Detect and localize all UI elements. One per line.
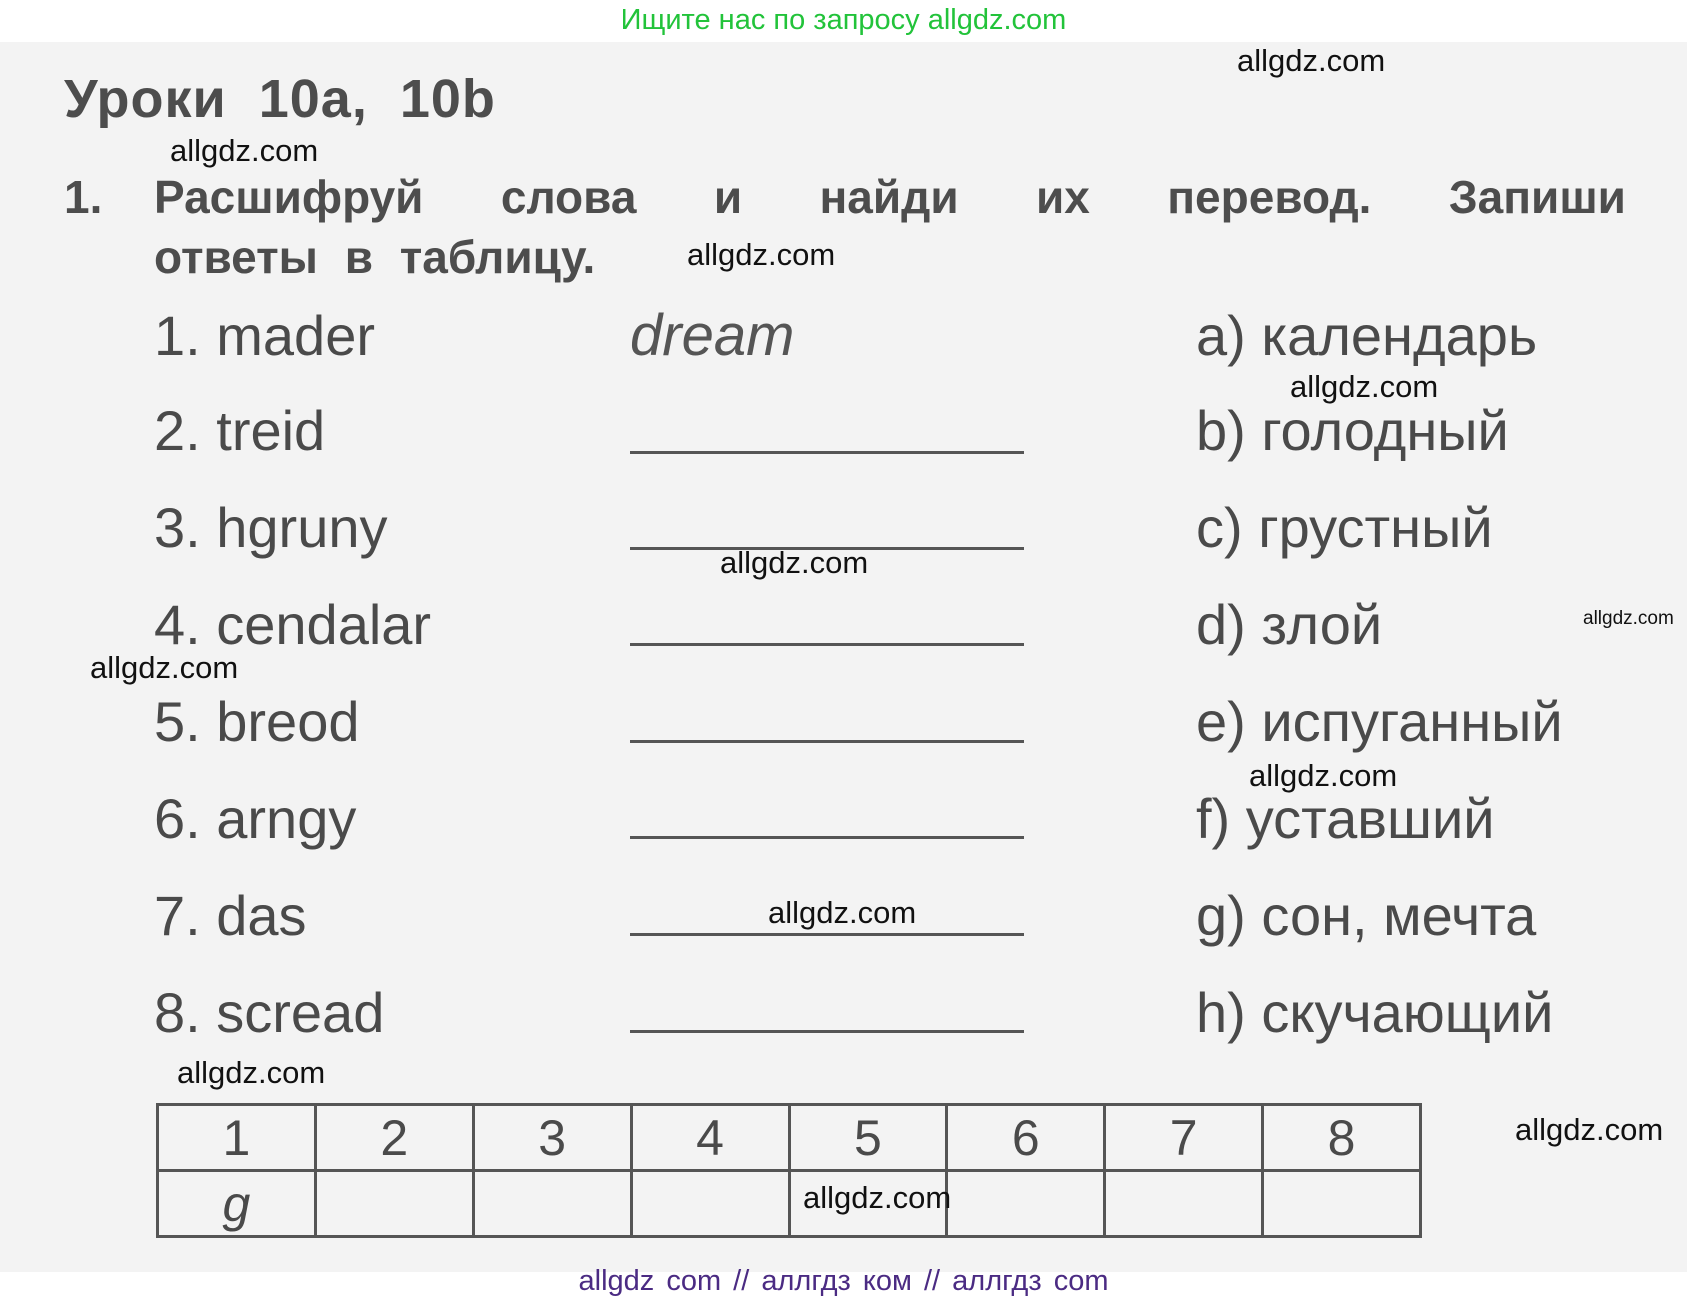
scrambled-word: 2. treid	[154, 399, 326, 462]
table-header-cell: 6	[947, 1105, 1105, 1171]
table-header-cell: 4	[631, 1105, 789, 1171]
table-answer-cell[interactable]: g	[158, 1171, 316, 1237]
table-answer-cell[interactable]	[315, 1171, 473, 1237]
watermark: allgdz.com	[1249, 758, 1398, 793]
table-answer-cell[interactable]	[473, 1171, 631, 1237]
instruction-word: Запиши	[1448, 171, 1626, 223]
scrambled-word: 3. hgruny	[154, 496, 388, 559]
scrambled-word: 6. arngy	[154, 787, 357, 850]
translation-option: a) календарь	[1196, 304, 1538, 367]
written-answer: dream	[630, 303, 795, 368]
table-answer-cell[interactable]	[1105, 1171, 1263, 1237]
scrambled-word: 5. breod	[154, 690, 360, 753]
table-header-cell: 1	[158, 1105, 316, 1171]
scrambled-word: 4. cendalar	[154, 593, 432, 656]
instruction-word: и	[713, 171, 743, 223]
answer-blank-line[interactable]	[630, 933, 1024, 936]
answer-blank-line[interactable]	[630, 643, 1024, 646]
scrambled-word: 7. das	[154, 884, 307, 947]
watermark: allgdz.com	[177, 1055, 326, 1090]
table-header-row	[158, 1105, 1421, 1171]
instruction-word: их	[1036, 171, 1090, 223]
instruction-word: найди	[819, 171, 959, 223]
watermark: allgdz.com	[1515, 1112, 1664, 1147]
table-header-cell: 8	[1263, 1105, 1421, 1171]
watermark: allgdz.com	[687, 237, 836, 272]
translation-option: h) скучающий	[1196, 981, 1554, 1044]
watermark: allgdz.com	[170, 133, 319, 168]
instruction-word: слова	[500, 171, 637, 223]
task-instruction-line-1	[154, 170, 1626, 224]
promo-banner-bottom[interactable]: allgdz com // аллгдз ком // аллгдз com	[578, 1265, 1109, 1297]
translation-option: f) уставший	[1196, 787, 1495, 850]
watermark: allgdz.com	[90, 650, 239, 685]
watermark: allgdz.com	[1583, 608, 1674, 629]
answer-blank-line[interactable]	[630, 740, 1024, 743]
translation-option: c) грустный	[1196, 496, 1493, 559]
promo-banner-top[interactable]: Ищите нас по запросу allgdz.com	[620, 4, 1067, 36]
table-answer-cell[interactable]	[947, 1171, 1105, 1237]
translation-option: e) испуганный	[1196, 690, 1563, 753]
table-header-cell: 3	[473, 1105, 631, 1171]
table-header-cell: 2	[315, 1105, 473, 1171]
task-instruction-line-2: ответы в таблицу.	[154, 231, 596, 283]
answer-blank-line[interactable]	[630, 1030, 1024, 1033]
table-answer-cell[interactable]	[1263, 1171, 1421, 1237]
table-answer-cell[interactable]	[631, 1171, 789, 1237]
scrambled-word: 1. mader	[154, 304, 375, 367]
watermark: allgdz.com	[1237, 43, 1386, 78]
task-number: 1.	[64, 171, 103, 223]
instruction-word: перевод.	[1167, 171, 1372, 223]
watermark: allgdz.com	[768, 895, 917, 930]
translation-option: d) злой	[1196, 593, 1383, 656]
scrambled-word: 8. scread	[154, 981, 385, 1044]
answer-table	[156, 1103, 1422, 1238]
watermark: allgdz.com	[1290, 369, 1439, 404]
answer-blank-line[interactable]	[630, 451, 1024, 454]
answer-blank-line[interactable]	[630, 836, 1024, 839]
lesson-title: Уроки 10a, 10b	[64, 69, 496, 129]
watermark: allgdz.com	[720, 545, 869, 580]
table-header-cell: 5	[789, 1105, 947, 1171]
translation-option: b) голодный	[1196, 399, 1509, 462]
instruction-word: Расшифруй	[154, 171, 424, 223]
table-header-cell: 7	[1105, 1105, 1263, 1171]
translation-option: g) сон, мечта	[1196, 884, 1537, 947]
table-answer-row	[158, 1171, 1421, 1237]
watermark: allgdz.com	[803, 1180, 952, 1215]
